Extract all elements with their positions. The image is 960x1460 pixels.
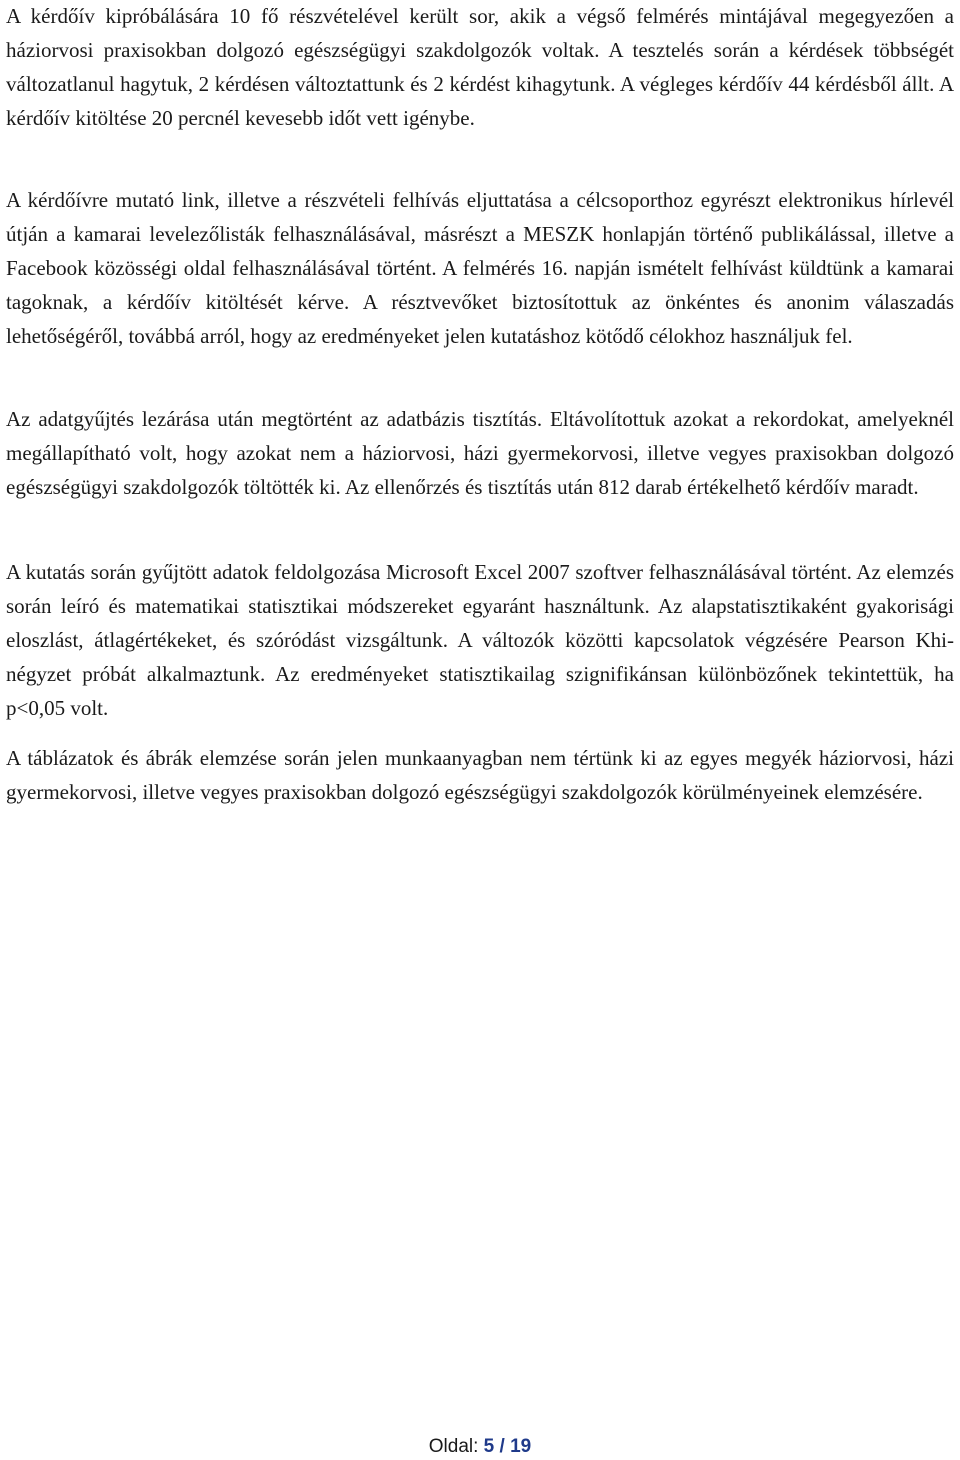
paragraph-pretest: A kérdőív kipróbálására 10 fő részvételével került sor, akik a végső felmérés mintájával megegyezően a háziorvosi praxisokban dolgozó egészségügyi szakdolgozók voltak. A tesztelés során a kérdések többségét változatlanul hagytuk, 2 kérdésen változtattunk és 2 kérdést kihagytunk. A végleges kérdőív 44 kérdésből állt. A kérdőív kitöltése 20 percnél kevesebb időt vett igénybe. xyxy=(6,4,954,130)
page-footer xyxy=(0,1434,960,1460)
paragraph-data-cleaning: Az adatgyűjtés lezárása után megtörtént az adatbázis tisztítás. Eltávolítottuk azokat a rekordokat, amelyeknél megállapítható volt, hogy azokat nem a háziorvosi, házi gyermekorvosi, illetve vegyes praxisokban dolgozó egészségügyi szakdolgozók töltötték ki. Az ellenőrzés és tisztítás után 812 darab értékelhető kérdőív maradt. xyxy=(6,407,954,499)
paragraph-scope-note: A táblázatok és ábrák elemzése során jelen munkaanyagban nem tértünk ki az egyes megyék háziorvosi, házi gyermekorvosi, illetve vegyes praxisokban dolgozó egészségügyi szakdolgozók körülményeinek elemzésére. xyxy=(6,746,954,804)
paragraph-distribution: A kérdőívre mutató link, illetve a részvételi felhívás eljuttatása a célcsoporthoz egyrészt elektronikus hírlevél útján a kamarai levelezőlisták felhasználásával, másrészt a MESZK honlapján történő publikálással, illetve a Facebook közösségi oldal felhasználásával történt. A felmérés 16. napján ismételt felhívást küldtünk a kamarai tagoknak, a kérdőív kitöltését kérve. A résztvevőket biztosítottuk az önkéntes és anonim válaszadás lehetőségéről, továbbá arról, hogy az eredményeket jelen kutatáshoz kötődő célokhoz használjuk fel. xyxy=(6,188,954,348)
page-separator: / xyxy=(499,1436,505,1457)
paragraph-analysis-methods: A kutatás során gyűjtött adatok feldolgozása Microsoft Excel 2007 szoftver felhasználásával történt. Az elemzés során leíró és matematikai statisztikai módszereket egyaránt használtunk. Az alapstatisztikaként gyakorisági eloszlást, átlagértékeket, és szóródást vizsgáltunk. A változók közötti kapcsolatok végzésére Pearson Khi-négyzet próbát alkalmaztunk. Az eredményeket statisztikailag szignifikánsan különbözőnek tekintettük, ha p<0,05 volt. xyxy=(6,560,954,720)
page-total-number: 19 xyxy=(510,1436,532,1457)
page-label: Oldal: xyxy=(428,1436,479,1457)
page-current-number: 5 xyxy=(483,1436,495,1457)
